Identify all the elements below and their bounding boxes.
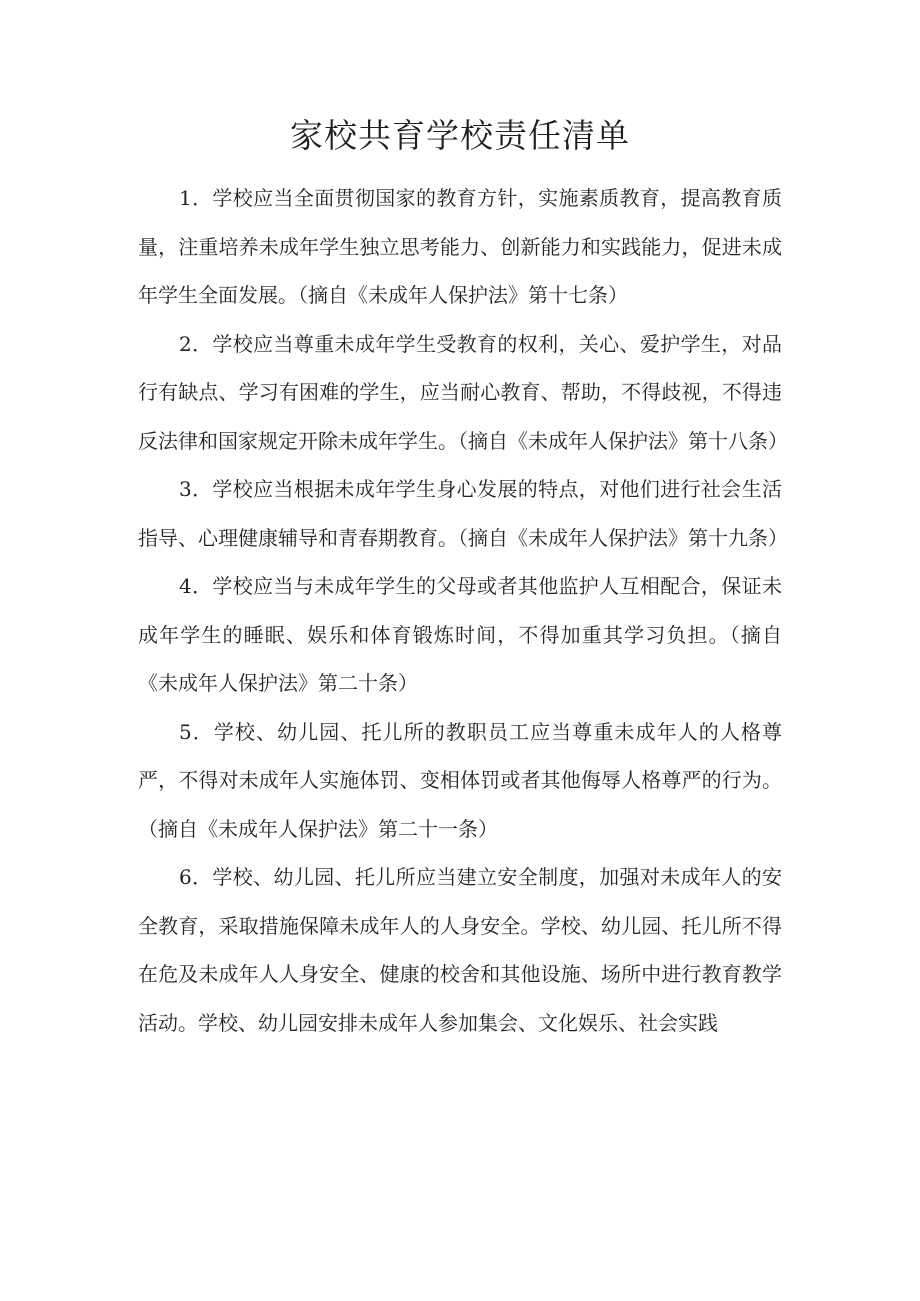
- paragraph-3: 3．学校应当根据未成年学生身心发展的特点，对他们进行社会生活指导、心理健康辅导和青春期教育。（摘自《未成年人保护法》第十九条）: [138, 477, 788, 550]
- paragraph-6: 6．学校、幼儿园、托儿所应当建立安全制度，加强对未成年人的安全教育，采取措施保障未成年人的人身安全。学校、幼儿园、托儿所不得在危及未成年人人身安全、健康的校舍和其他设施、场所中进行教育教学活动。学校、幼儿园安排未成年人参加集会、文化娱乐、社会实践: [138, 865, 782, 1035]
- paragraph-4: 4．学校应当与未成年学生的父母或者其他监护人互相配合，保证未成年学生的睡眠、娱乐和体育锻炼时间，不得加重其学习负担。（摘自《未成年人保护法》第二十条）: [138, 574, 782, 695]
- paragraph-2: 2．学校应当尊重未成年学生受教育的权利，关心、爱护学生，对品行有缺点、学习有困难的学生，应当耐心教育、帮助，不得歧视，不得违反法律和国家规定开除未成年学生。（摘自《未成年人保护法》第十八条）: [138, 331, 788, 453]
- page-title: 家校共育学校责任清单: [290, 116, 630, 155]
- paragraph-1: 1．学校应当全面贯彻国家的教育方针，实施素质教育，提高教育质量，注重培养未成年学生独立思考能力、创新能力和实践能力，促进未成年学生全面发展。（摘自《未成年人保护法》第十七条）: [138, 186, 782, 307]
- document-body: [138, 174, 788, 1047]
- paragraph-5: 5．学校、幼儿园、托儿所的教职员工应当尊重未成年人的人格尊严，不得对未成年人实施体罚、变相体罚或者其他侮辱人格尊严的行为。（摘自《未成年人保护法》第二十一条）: [138, 719, 782, 841]
